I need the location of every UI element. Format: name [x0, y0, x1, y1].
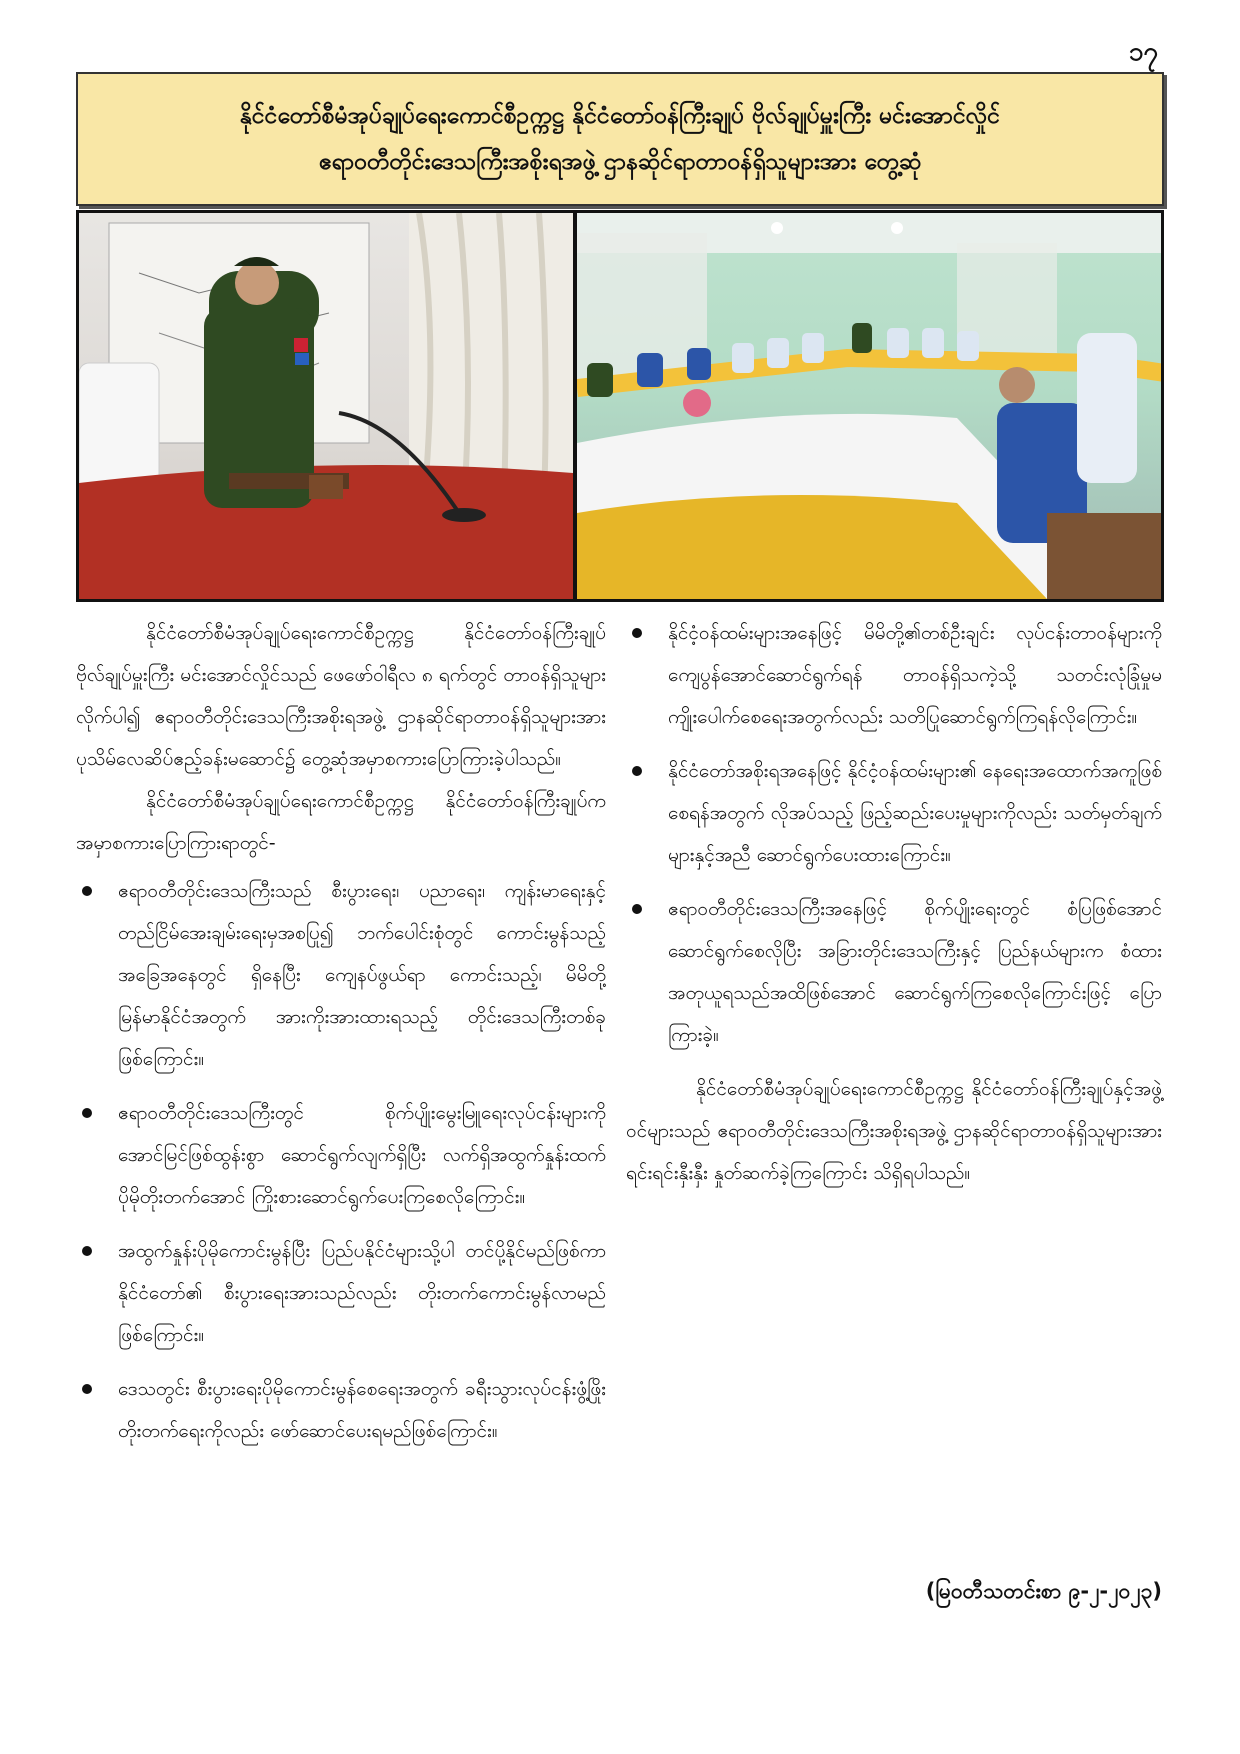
speaker-at-podium-photo [79, 213, 573, 599]
list-item: နိုင်ငံတော်အစိုးရအနေဖြင့် နိုင်ငံ့ဝန်ထမ်းများ၏ နေရေးအထောက်အကူဖြစ်စေရန်အတွက် လိုအပ်သည့် ဖြည့်ဆည်းပေးမှုများကိုလည်း သတ်မှတ်ချက်များနှင့်အညီ ဆောင်ရွက်ပေးထားကြောင်း။ [626, 750, 1162, 876]
speech-points-list-right [626, 612, 1162, 1056]
right-column [626, 612, 1162, 1194]
list-item: ဧရာဝတီတိုင်းဒေသကြီးအနေဖြင့် စိုက်ပျိုးရေးတွင် စံပြဖြစ်အောင် ဆောင်ရွက်စေလိုပြီး အခြားတိုင်းဒေသကြီးနှင့် ပြည်နယ်များက စံထားအတုယူရသည်အထိဖြစ်အောင် ဆောင်ရွက်ကြစေလိုကြောင်းဖြင့် ပြောကြားခဲ့။ [626, 888, 1162, 1056]
headline-box [76, 72, 1164, 206]
closing-paragraph: နိုင်ငံတော်စီမံအုပ်ချုပ်ရေးကောင်စီဥက္ကဋ္ဌ နိုင်ငံတော်ဝန်ကြီးချုပ်နှင့်အဖွဲ့ဝင်များသည် ဧရာဝတီတိုင်းဒေသကြီးအစိုးရအဖွဲ့ ဌာနဆိုင်ရာတာဝန်ရှိသူများအား ရင်းရင်းနှီးနှီး နှုတ်ဆက်ခဲ့ကြကြောင်း သိရှိရပါသည်။ [626, 1078, 1162, 1184]
headline-line-1: နိုင်ငံတော်စီမံအုပ်ချုပ်ရေးကောင်စီဥက္ကဋ္ဌ နိုင်ငံတော်ဝန်ကြီးချုပ် ဗိုလ်ချုပ်မှူးကြီး မင်းအောင်လှိုင် [239, 103, 1001, 129]
source-citation: (မြဝတီသတင်းစာ ၉-၂-၂၀၂၃) [925, 1579, 1162, 1603]
photo-frame [76, 210, 1164, 602]
speech-intro-paragraph: နိုင်ငံတော်စီမံအုပ်ချုပ်ရေးကောင်စီဥက္ကဋ္ဌ နိုင်ငံတော်ဝန်ကြီးချုပ်က အမှာစကားပြောကြားရာတွင်- [76, 790, 606, 854]
left-column [76, 612, 606, 1464]
page-number: ၁၇ [1128, 37, 1158, 67]
meeting-illustration [577, 213, 1161, 599]
list-item: ဧရာဝတီတိုင်းဒေသကြီးတွင် စိုက်ပျိုးမွေးမြူရေးလုပ်ငန်းများကို အောင်မြင်ဖြစ်ထွန်းစွာ ဆောင်ရွက်လျက်ရှိပြီး လက်ရှိအထွက်နှုန်းထက် ပိုမိုတိုးတက်အောင် ကြိုးစားဆောင်ရွက်ပေးကြစေလိုကြောင်း။ [76, 1092, 606, 1218]
list-item: ဒေသတွင်း စီးပွားရေးပိုမိုကောင်းမွန်စေရေးအတွက် ခရီးသွားလုပ်ငန်းဖွံ့ဖြိုးတိုးတက်ရေးကိုလည်း ဖော်ဆောင်ပေးရမည်ဖြစ်ကြောင်း။ [76, 1368, 606, 1452]
speech-points-list-left [76, 870, 606, 1452]
list-item: နိုင်ငံ့ဝန်ထမ်းများအနေဖြင့် မိမိတို့၏တစ်ဦးချင်း လုပ်ငန်းတာဝန်များကို ကျေပွန်အောင်ဆောင်ရွက်ရန် တာဝန်ရှိသကဲ့သို့ သတင်းလုံခြုံမှုမကျိုးပေါက်စေရေးအတွက်လည်း သတိပြုဆောင်ရွက်ကြရန်လိုကြောင်း။ [626, 612, 1162, 738]
list-item: အထွက်နှုန်းပိုမိုကောင်းမွန်ပြီး ပြည်ပနိုင်ငံများသို့ပါ တင်ပို့နိုင်မည်ဖြစ်ကာ နိုင်ငံတော်၏ စီးပွားရေးအားသည်လည်း တိုးတက်ကောင်းမွန်လာမည်ဖြစ်ကြောင်း။ [76, 1230, 606, 1356]
intro-paragraph: နိုင်ငံတော်စီမံအုပ်ချုပ်ရေးကောင်စီဥက္ကဋ္ဌ နိုင်ငံတော်ဝန်ကြီးချုပ် ဗိုလ်ချုပ်မှူးကြီး မင်းအောင်လှိုင်သည် ဖေဖော်ဝါရီလ ၈ ရက်တွင် တာဝန်ရှိသူများလိုက်ပါ၍ ဧရာဝတီတိုင်းဒေသကြီးအစိုးရအဖွဲ့ ဌာနဆိုင်ရာတာဝန်ရှိသူများအား ပုသိမ်လေဆိပ်ဧည့်ခန်းမဆောင်၌ တွေ့ဆုံအမှာစကားပြောကြားခဲ့ပါသည်။ [76, 622, 606, 770]
meeting-hall-photo [577, 213, 1161, 599]
speaker-illustration [79, 213, 573, 599]
list-item: ဧရာဝတီတိုင်းဒေသကြီးသည် စီးပွားရေး၊ ပညာရေး၊ ကျန်းမာရေးနှင့် တည်ငြိမ်အေးချမ်းရေးမှအစပြု၍ ဘက်ပေါင်းစုံတွင် ကောင်းမွန်သည့်အခြေအနေတွင် ရှိနေပြီး ကျေနပ်ဖွယ်ရာ ကောင်းသည့်၊ မိမိတို့မြန်မာနိုင်ငံအတွက် အားကိုးအားထားရသည့် တိုင်းဒေသကြီးတစ်ခုဖြစ်ကြောင်း။ [76, 870, 606, 1080]
headline-line-2: ဧရာဝတီတိုင်းဒေသကြီးအစိုးရအဖွဲ့ ဌာနဆိုင်ရာတာဝန်ရှိသူများအား တွေ့ဆုံ [318, 149, 922, 175]
